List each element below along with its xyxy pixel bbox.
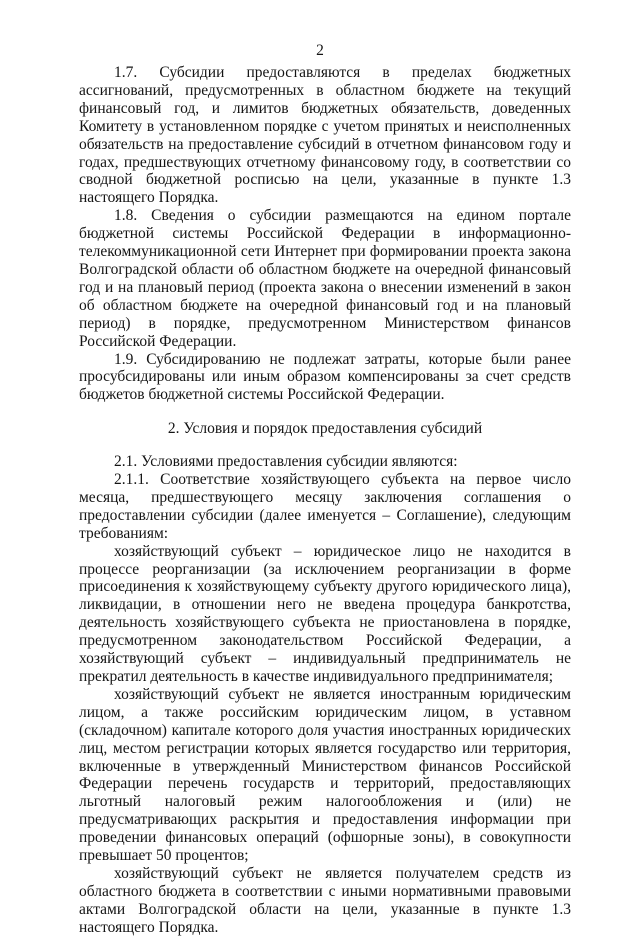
document-body [79, 64, 571, 937]
requirement-not-in-reorganization: хозяйствующий субъект – юридическое лицо не находится в процессе реорганизации (за исключением реорганизации в форме присоединения к хозяйствующему субъекту другого юридического лица), ликвидации, в отношении него не введена процедура банкротства, деятельность хозяйствующего субъекта не приостановлена в порядке, предусмотренном законодательством Российской Федерации, а хозяйствующий субъект – индивидуальный предприниматель не прекратил деятельность в качестве индивидуального предпринимателя; [79, 542, 571, 685]
requirement-not-foreign-entity: хозяйствующий субъект не является иностранным юридическим лицом, а также российским юридическим лицом, в уставном (складочном) капитале которого доля участия иностранных юридических лиц, местом регистрации которых является государство или территория, включенные в утвержденный Министерством финансов Российской Федерации перечень государств и территорий, предоставляющих льготный налоговый режим налогообложения и (или) не предусматривающих раскрытия и предоставления информации при проведении финансовых операций (офшорные зоны), в совокупности превышает 50 процентов; [79, 685, 571, 865]
requirement-not-other-funds-recipient: хозяйствующий субъект не является получателем средств из областного бюджета в соответствии с иными нормативными правовыми актами Волгоградской области на цели, указанные в пункте 1.3 настоящего Порядка. [79, 864, 571, 936]
page-number: 2 [316, 42, 324, 59]
paragraph-1-8: 1.8. Сведения о субсидии размещаются на едином портале бюджетной системы Российской Федерации в информационно-телекоммуникационной сети Интернет при формировании проекта закона Волгоградской области об областном бюджете на очередной финансовый год и на плановый период (проекта закона о внесении изменений в закон об областном бюджете на очередной финансовый год и на плановый период) в порядке, предусмотренном Министерством финансов Российской Федерации. [79, 207, 571, 350]
paragraph-2-1-1: 2.1.1. Соответствие хозяйствующего субъекта на первое число месяца, предшествующего месяцу заключения соглашения о предоставлении субсидии (далее именуется – Соглашение), следующим требованиям: [79, 471, 571, 542]
paragraph-1-9: 1.9. Субсидированию не подлежат затраты, которые были ранее просубсидированы или иным образом компенсированы за счет средств бюджетов бюджетной системы Российской Федерации. [79, 350, 571, 404]
paragraph-2-1: 2.1. Условиями предоставления субсидии являются: [114, 453, 458, 471]
paragraph-1-7: 1.7. Субсидии предоставляются в пределах бюджетных ассигнований, предусмотренных в областном бюджете на текущий финансовый год, и лимитов бюджетных обязательств, доведенных Комитету в установленном порядке с учетом принятых и неисполненных обязательств на предоставление субсидий в отчетном финансовом году и годах, предшествующих отчетному финансовому году, в соответствии со сводной бюджетной росписью на цели, указанные в пункте 1.3 настоящего Порядка. [79, 64, 571, 207]
section-2-heading: 2. Условия и порядок предоставления субсидий [167, 420, 483, 438]
